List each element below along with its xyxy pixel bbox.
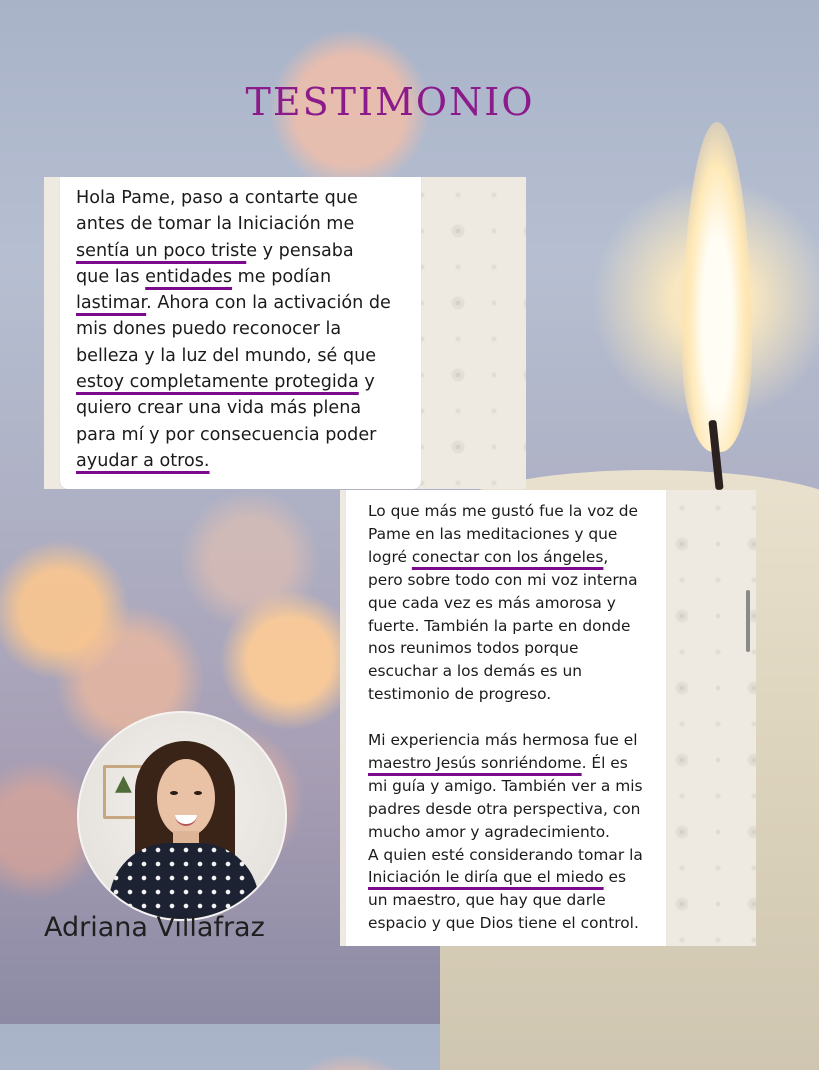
text-line bbox=[368, 752, 666, 775]
highlighted-phrase: maestro Jesús sonriéndome bbox=[368, 753, 582, 772]
message-bubble-1[interactable] bbox=[60, 177, 421, 489]
candle-flame bbox=[682, 122, 752, 452]
avatar-polka-dot-top bbox=[109, 843, 259, 921]
text-line: escuchar a los demás es un bbox=[368, 662, 582, 681]
text-line: mis dones puedo reconocer la bbox=[76, 319, 342, 340]
tree-icon: ▲ bbox=[115, 771, 132, 796]
text-line: quiero crear una vida más plena bbox=[76, 398, 362, 419]
message-text-2 bbox=[368, 500, 666, 935]
highlighted-phrase: Iniciación le diría que el miedo bbox=[368, 868, 604, 887]
highlighted-phrase: lastimar bbox=[76, 293, 147, 314]
blank-line bbox=[368, 706, 666, 729]
text-line bbox=[76, 448, 421, 474]
text-line: nos reunimos todos porque bbox=[368, 639, 579, 658]
person-name: Adriana Villafraz bbox=[44, 912, 265, 943]
text-line: A quien esté considerando tomar la bbox=[368, 845, 643, 864]
text-line: Hola Pame, paso a contarte que bbox=[76, 188, 358, 208]
testimonial-card-1 bbox=[44, 177, 526, 489]
text-line bbox=[76, 264, 421, 290]
avatar-eye-left bbox=[170, 791, 178, 795]
text-line bbox=[76, 290, 421, 316]
text-line: belleza y la luz del mundo, sé que bbox=[76, 345, 377, 366]
text-line: padres desde otra perspectiva, con bbox=[368, 799, 641, 818]
text-line: antes de tomar la Iniciación me bbox=[76, 214, 355, 235]
text-fragment: logré bbox=[368, 547, 412, 566]
text-line: mucho amor y agradecimiento. bbox=[368, 822, 610, 841]
page-title: TESTIMONIO bbox=[245, 80, 535, 124]
highlighted-phrase: ayudar a otros. bbox=[76, 450, 210, 471]
text-fragment: es bbox=[603, 868, 626, 887]
text-fragment: y bbox=[358, 372, 375, 393]
text-line bbox=[368, 866, 666, 889]
text-line bbox=[76, 369, 421, 395]
text-line: un maestro, que hay que darle bbox=[368, 891, 606, 910]
text-line: Pame en las meditaciones y que bbox=[368, 524, 618, 543]
avatar bbox=[77, 711, 287, 921]
highlighted-phrase: estoy completamente protegida bbox=[76, 372, 359, 393]
text-line: Mi experiencia más hermosa fue el bbox=[368, 731, 638, 750]
testimonial-card-2 bbox=[340, 490, 756, 946]
text-line: Lo que más me gustó fue la voz de bbox=[368, 502, 638, 520]
text-line: mi guía y amigo. También ver a mis bbox=[368, 776, 643, 795]
text-line: espacio y que Dios tiene el control. bbox=[368, 914, 639, 933]
text-line: fuerte. También la parte en donde bbox=[368, 616, 631, 635]
scrollbar[interactable] bbox=[746, 590, 750, 652]
highlighted-phrase: sentía un poco trist bbox=[76, 240, 247, 261]
text-fragment: , bbox=[603, 547, 609, 566]
text-fragment: . Ahora con la activación de bbox=[146, 293, 391, 314]
text-fragment: me podían bbox=[232, 266, 332, 287]
text-line: testimonio de progreso. bbox=[368, 685, 552, 704]
text-line: para mí y por consecuencia poder bbox=[76, 424, 377, 445]
text-fragment: . Él es bbox=[581, 753, 628, 772]
highlighted-phrase: entidades bbox=[145, 266, 233, 287]
text-line: que cada vez es más amorosa y bbox=[368, 593, 616, 612]
text-fragment: e y pensaba bbox=[246, 240, 354, 261]
text-line bbox=[368, 546, 666, 569]
message-text-1 bbox=[76, 185, 421, 474]
message-bubble-2[interactable] bbox=[346, 490, 666, 946]
text-line: pero sobre todo con mi voz interna bbox=[368, 570, 638, 589]
text-fragment: que las bbox=[76, 266, 146, 287]
highlighted-phrase: conectar con los ángeles bbox=[411, 547, 604, 566]
text-line bbox=[76, 238, 421, 264]
avatar-eye-right bbox=[194, 791, 202, 795]
